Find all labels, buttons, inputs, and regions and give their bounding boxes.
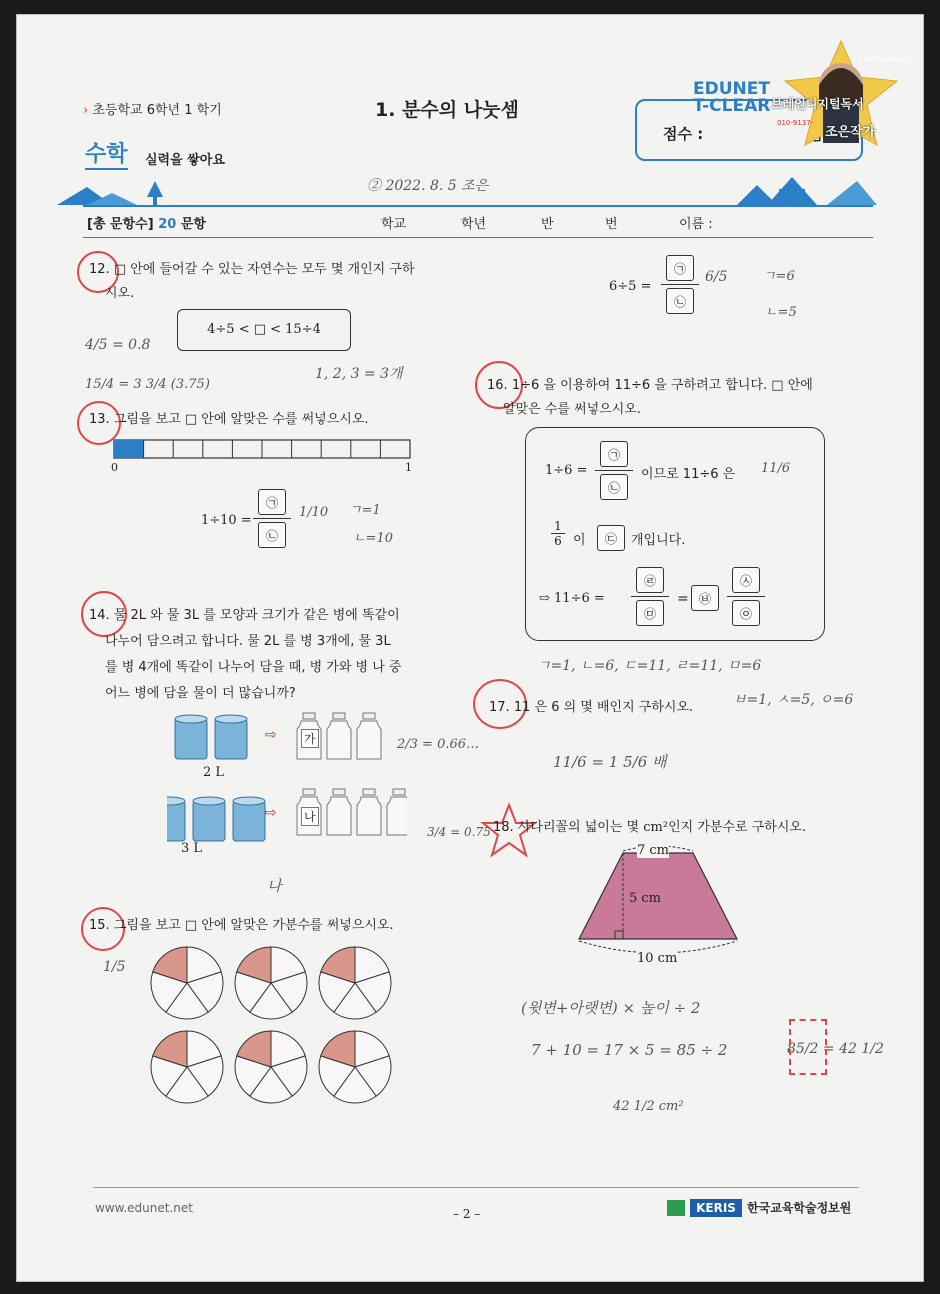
q13-denominator-box[interactable]: ㉡ bbox=[258, 522, 286, 548]
q13-expression: 1÷10 = bbox=[201, 513, 252, 528]
q16-row2-fraction: 1 6 bbox=[551, 519, 565, 548]
chapter-title: 1. 분수의 나눗셈 bbox=[375, 99, 519, 121]
total-count: 20 bbox=[158, 217, 177, 232]
overlay-name: 조은작가 bbox=[825, 125, 876, 140]
q18-handwriting-4: 42 1/2 cm² bbox=[613, 1099, 684, 1114]
q16-text-line1: 16. 1÷6 을 이용하여 11÷6 을 구하려고 합니다. □ 안에 bbox=[487, 378, 813, 393]
q17-text: 17. 11 은 6 의 몇 배인지 구하시오. bbox=[489, 700, 694, 715]
score-label: 점수 : bbox=[663, 125, 704, 143]
subject-label: 수학 bbox=[85, 137, 128, 170]
q14-text-line2: 나누어 담으려고 합니다. 물 2L 를 병 3개에, 물 3L bbox=[105, 634, 391, 649]
q18-red-box bbox=[789, 1019, 827, 1075]
q16-box-g[interactable]: ㉦ bbox=[732, 567, 760, 593]
q12-handwriting-1: 4/5 = 0.8 bbox=[85, 337, 151, 353]
q16-box-c[interactable]: ㉢ bbox=[597, 525, 625, 551]
q6div5-handwriting-frac: 6/5 bbox=[705, 269, 728, 285]
q13-handwriting-frac: 1/10 bbox=[299, 505, 329, 520]
subject-sub: 실력을 쌓아요 bbox=[145, 153, 225, 168]
q16-fraction-3 bbox=[727, 567, 765, 626]
q13-handwriting-a: ㄱ=1 bbox=[349, 503, 381, 518]
q18-bottom-label: 10 cm bbox=[637, 951, 678, 966]
q14-label-3l: 3 L bbox=[181, 841, 203, 856]
name-field: 이름 : bbox=[679, 217, 713, 232]
q13-scale-end: 1 bbox=[405, 461, 412, 474]
q16-text-line2: 알맞은 수를 써넣으시오. bbox=[503, 402, 641, 417]
q18-handwriting-3: 85/2 = 42 1/2 bbox=[787, 1041, 884, 1057]
q12-text: 12. □ 안에 들어갈 수 있는 자연수는 모두 몇 개인지 구하 bbox=[89, 262, 415, 277]
q16-handwriting-line2: ㅂ=1, ㅅ=5, ㅇ=6 bbox=[733, 692, 854, 708]
q14-text-line4: 어느 병에 담을 물이 더 많습니까? bbox=[105, 686, 296, 701]
q15-pie-grid bbox=[147, 941, 407, 1113]
q18-handwriting-2: 7 + 10 = 17 × 5 = 85 ÷ 2 bbox=[531, 1041, 728, 1059]
q16-row2-end: 개입니다. bbox=[631, 533, 686, 548]
q6div5-handwriting-a: ㄱ=6 bbox=[763, 269, 795, 284]
q18-handwriting-1: (윗변+아랫변) × 높이 ÷ 2 bbox=[521, 999, 701, 1017]
worksheet-page bbox=[16, 14, 924, 1282]
q18-height-label: 5 cm bbox=[629, 891, 662, 906]
q16-fraction-1 bbox=[595, 441, 633, 500]
q12-text-line2: 시오. bbox=[105, 286, 135, 301]
q14-handwriting-a: 2/3 = 0.66… bbox=[397, 737, 480, 752]
header-landscape bbox=[57, 175, 907, 205]
q12-expression: 4÷5 < □ < 15÷4 bbox=[177, 309, 351, 351]
q17-handwriting: 11/6 = 1 5/6 배 bbox=[553, 753, 667, 771]
q16-handwriting-line1: ㄱ=1, ㄴ=6, ㄷ=11, ㄹ=11, ㅁ=6 bbox=[537, 658, 762, 674]
class-field: 반 bbox=[541, 217, 554, 232]
q18-top-label: 7 cm bbox=[637, 843, 670, 858]
q16-box-h[interactable]: ㉧ bbox=[732, 600, 760, 626]
q16-equals: = bbox=[677, 591, 689, 607]
q13-handwriting-b: ㄴ=10 bbox=[353, 531, 393, 546]
q14-handwriting-answer: 나 bbox=[267, 877, 282, 895]
q14-text-line1: 14. 물 2L 와 물 3L 를 모양과 크기가 같은 병에 똑같이 bbox=[89, 608, 400, 623]
q16-box-a[interactable]: ㉠ bbox=[600, 441, 628, 467]
q16-box-d[interactable]: ㉣ bbox=[636, 567, 664, 593]
overlay-site: brainbookcoach bbox=[859, 55, 915, 63]
q16-box-e[interactable]: ㉤ bbox=[636, 600, 664, 626]
q13-fraction bbox=[253, 489, 291, 548]
q13-text: 13. 그림을 보고 □ 안에 알맞은 수를 써넣으시오. bbox=[89, 412, 369, 427]
q18-text: 18. 사다리꼴의 넓이는 몇 cm²인지 가분수로 구하시오. bbox=[493, 820, 807, 835]
q12-handwriting-3: 1, 2, 3 = 3개 bbox=[315, 366, 403, 382]
brand-logo: EDUNET T-CLEAR bbox=[693, 79, 771, 116]
total-label: [총 문항수] bbox=[87, 217, 154, 232]
keris-icon bbox=[667, 1200, 685, 1216]
q15-text: 15. 그림을 보고 □ 안에 알맞은 가분수를 써넣으시오. bbox=[89, 918, 394, 933]
q6div5-handwriting-b: ㄴ=5 bbox=[765, 305, 797, 320]
q16-row2-text: 이 bbox=[573, 533, 586, 548]
q14-handwriting-b: 3/4 = 0.75 bbox=[427, 825, 491, 839]
grade-field: 학년 bbox=[461, 217, 487, 232]
q14-arrow-1: ⇨ bbox=[265, 727, 277, 743]
q16-row1-right: 이므로 11÷6 은 bbox=[641, 467, 736, 482]
footer-site: www.edunet.net bbox=[95, 1201, 193, 1215]
author-overlay-badge bbox=[763, 33, 919, 151]
overlay-phone: 010-9137- bbox=[777, 119, 814, 127]
q6div5-numerator-box[interactable]: ㉠ bbox=[666, 255, 694, 281]
school-field: 학교 bbox=[381, 217, 407, 232]
q12-handwriting-2: 15/4 = 3 3/4 (3.75) bbox=[85, 377, 210, 392]
q14-bottle-label-b: 나 bbox=[301, 807, 319, 826]
info-bar bbox=[83, 205, 873, 238]
q14-cups-bottles bbox=[167, 711, 407, 861]
overlay-title: 브레인디지털독서 bbox=[771, 97, 864, 111]
q16-fraction-2 bbox=[631, 567, 669, 626]
q14-bottle-label-a: 가 bbox=[301, 729, 319, 748]
q14-text-line3: 를 병 4개에 똑같이 나누어 담을 때, 병 가와 병 나 중 bbox=[105, 660, 402, 675]
q16-box-b[interactable]: ㉡ bbox=[600, 474, 628, 500]
q16-row1-left: 1÷6 = bbox=[545, 463, 588, 478]
footer-org-logo: KERIS 한국교육학술정보원 bbox=[667, 1197, 851, 1217]
q13-scale-start: 0 bbox=[111, 461, 118, 474]
footer-divider bbox=[93, 1187, 859, 1188]
q6div5-fraction bbox=[661, 255, 699, 314]
q15-handwriting: 1/5 bbox=[103, 959, 126, 975]
q16-handwriting-side: 11/6 bbox=[761, 461, 791, 476]
grade-line: › 초등학교 6학년 1 학기 bbox=[83, 103, 222, 118]
q16-row3-arrow: ⇨ 11÷6 = bbox=[539, 591, 605, 606]
footer-page-number: – 2 – bbox=[453, 1207, 481, 1221]
handwritten-date: ② 2022. 8. 5 조은 bbox=[367, 178, 489, 194]
q14-label-2l: 2 L bbox=[203, 765, 225, 780]
q14-arrow-2: ⇨ bbox=[265, 805, 277, 821]
q6div5-expression: 6÷5 = bbox=[609, 279, 652, 294]
q6div5-denominator-box[interactable]: ㉡ bbox=[666, 288, 694, 314]
q13-number-bar bbox=[113, 439, 413, 463]
total-unit: 문항 bbox=[180, 217, 206, 232]
q16-box-f[interactable]: ㉥ bbox=[691, 585, 719, 611]
number-field: 번 bbox=[605, 217, 618, 232]
q13-numerator-box[interactable]: ㉠ bbox=[258, 489, 286, 515]
